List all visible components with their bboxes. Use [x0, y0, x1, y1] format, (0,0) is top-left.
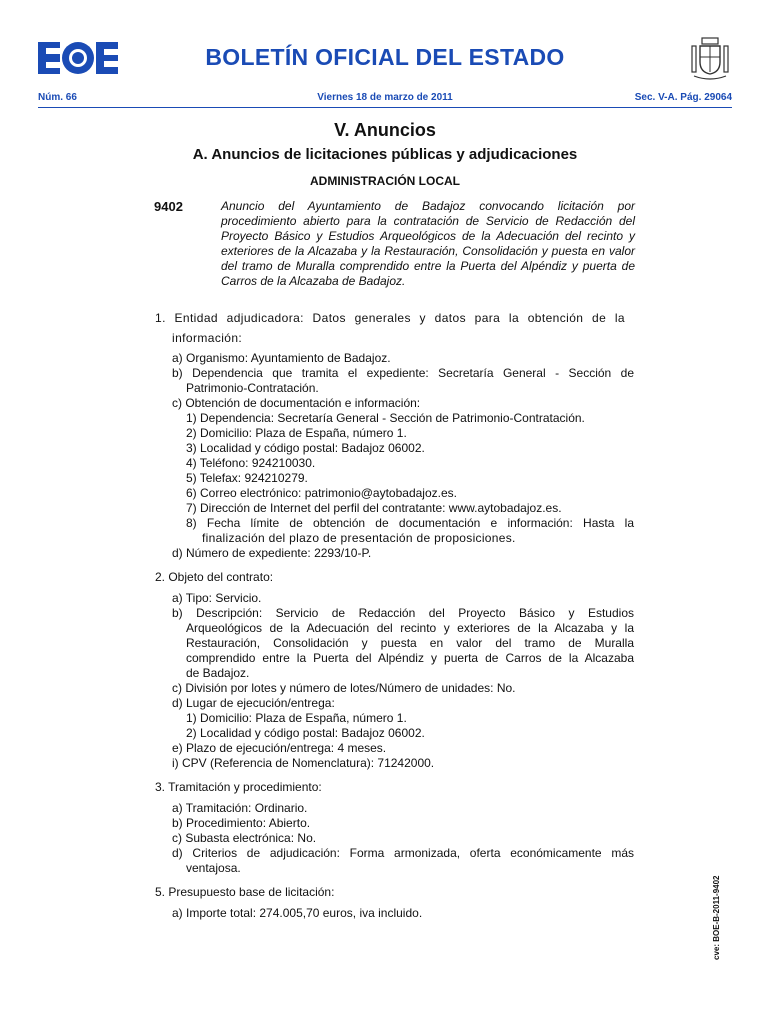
list-item: a) Organismo: Ayuntamiento de Badajoz.: [172, 351, 391, 365]
list-item: 2) Domicilio: Plaza de España, número 1.: [186, 426, 407, 440]
section-page: Sec. V-A. Pág. 29064: [634, 92, 732, 103]
list-item: c) Subasta electrónica: No.: [172, 831, 317, 845]
cve-identifier: cve: BOE-B-2011-9402: [712, 875, 721, 960]
list-item: de Badajoz.: [186, 666, 250, 680]
announcement-summary: Anuncio del Ayuntamiento de Badajoz convocando licitación por procedimiento abierto para la contratación de Servicio de Redacción del Proyecto Básico y Estudios Arqueológicos de la Adecuación del recinto y exteriores de la Alcazaba y la Restauración, Consolidación y puesta en valor del tramo de Muralla comprendido entre la Puerta del Alpéndiz y puerta de Carros de la Alcazaba de Badajoz.: [221, 199, 635, 289]
list-item: Patrimonio-Contratación.: [186, 381, 319, 395]
list-item: d) Lugar de ejecución/entrega:: [172, 696, 335, 710]
list-item: b) Dependencia que tramita el expediente: Secretaría General - Sección de: [172, 366, 634, 380]
list-item: Arqueológicos de la Adecuación del recinto y exteriores de la Alcazaba y la: [186, 621, 634, 635]
section-heading: V. Anuncios: [334, 120, 436, 140]
issue-number: Núm. 66: [38, 92, 77, 103]
list-item: a) Tramitación: Ordinario.: [172, 801, 308, 815]
list-item: a) Tipo: Servicio.: [172, 591, 262, 605]
list-item: 3. Tramitación y procedimiento:: [155, 780, 322, 794]
list-item: b) Procedimiento: Abierto.: [172, 816, 311, 830]
list-item: información:: [172, 331, 243, 345]
list-item: 1) Domicilio: Plaza de España, número 1.: [186, 711, 407, 725]
list-item: 2) Localidad y código postal: Badajoz 06002.: [186, 726, 425, 740]
list-item: d) Criterios de adjudicación: Forma armonizada, oferta económicamente más: [172, 846, 634, 860]
list-item: b) Descripción: Servicio de Redacción del Proyecto Básico y Estudios: [172, 606, 634, 620]
list-item: c) División por lotes y número de lotes/Número de unidades: No.: [172, 681, 516, 695]
issue-date: Viernes 18 de marzo de 2011: [317, 92, 453, 103]
list-item: finalización del plazo de presentación de proposiciones.: [202, 531, 516, 545]
subsection-heading: A. Anuncios de licitaciones públicas y adjudicaciones: [192, 146, 578, 163]
coat-of-arms-icon: [688, 36, 732, 80]
list-item: 4) Teléfono: 924210030.: [186, 456, 316, 470]
list-item: 2. Objeto del contrato:: [155, 570, 274, 584]
list-item: e) Plazo de ejecución/entrega: 4 meses.: [172, 741, 387, 755]
list-item: c) Obtención de documentación e información:: [172, 396, 421, 410]
gazette-title: BOLETÍN OFICIAL DEL ESTADO: [205, 44, 565, 70]
list-item: 1. Entidad adjudicadora: Datos generales y datos para la obtención de la: [155, 311, 625, 325]
list-item: Restauración, Consolidación y puesta en valor del tramo de Muralla: [186, 636, 634, 650]
list-item: 5. Presupuesto base de licitación:: [155, 885, 335, 899]
list-item: 3) Localidad y código postal: Badajoz 06002.: [186, 441, 425, 455]
administration-heading: ADMINISTRACIÓN LOCAL: [310, 174, 460, 188]
list-item: i) CPV (Referencia de Nomenclatura): 71242000.: [172, 756, 435, 770]
list-item: 8) Fecha límite de obtención de documentación e información: Hasta la: [186, 516, 634, 530]
list-item: a) Importe total: 274.005,70 euros, iva incluido.: [172, 906, 423, 920]
list-item: 1) Dependencia: Secretaría General - Sección de Patrimonio-Contratación.: [186, 411, 585, 425]
list-item: ventajosa.: [186, 861, 241, 875]
list-item: comprendido entre la Puerta del Alpéndiz y puerta de Carros de la Alcazaba: [186, 651, 634, 665]
list-item: d) Número de expediente: 2293/10-P.: [172, 546, 372, 560]
list-item: 5) Telefax: 924210279.: [186, 471, 308, 485]
announcement-number: 9402: [154, 199, 183, 214]
header-divider: [38, 107, 732, 108]
list-item: 6) Correo electrónico: patrimonio@aytobadajoz.es.: [186, 486, 457, 500]
list-item: 7) Dirección de Internet del perfil del contratante: www.aytobadajoz.es.: [186, 501, 562, 515]
